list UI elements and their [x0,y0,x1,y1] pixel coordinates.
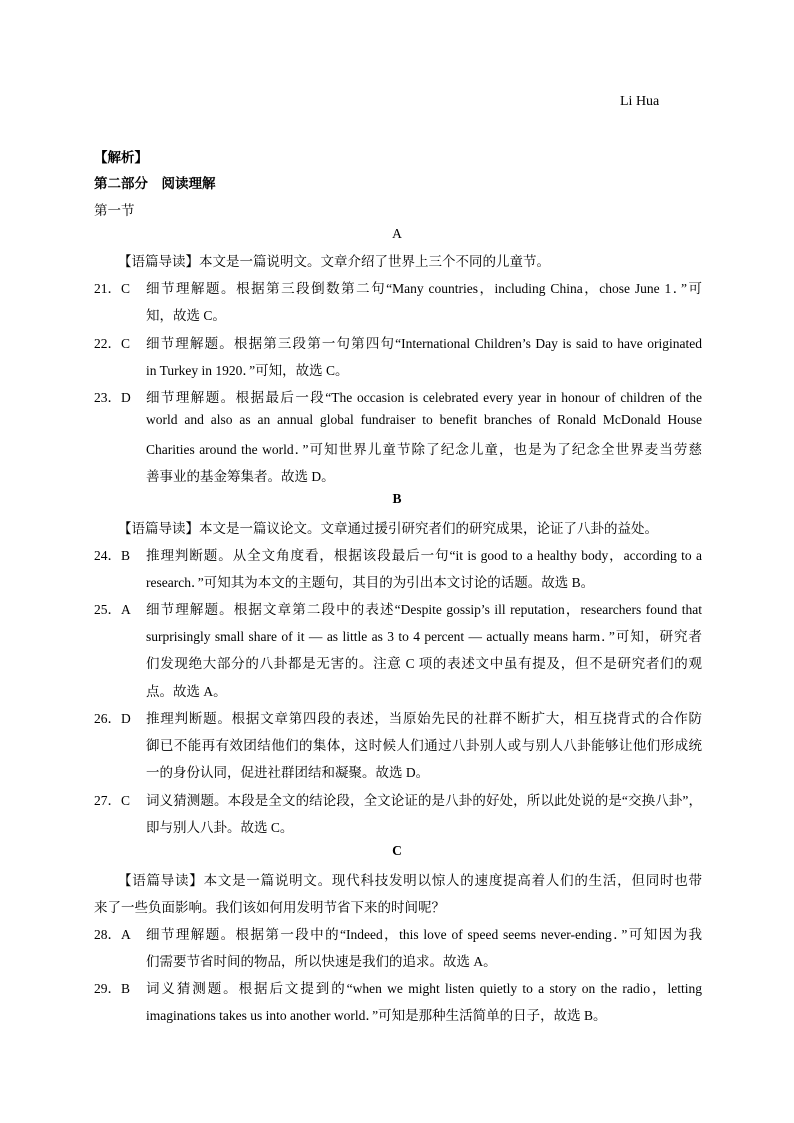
passage-label-b: B [392,491,402,506]
question-text-29-line-2: imaginations takes us into another world．”可知是那种生活简单的日子，故选 B。 [146,1008,607,1023]
question-number-29: 29．B [94,981,131,996]
question-number-25: 25．A [94,602,131,617]
passage-label-c: C [392,843,402,858]
question-number-23: 23．D [94,390,131,405]
part-heading: 第二部分 阅读理解 [94,176,216,191]
analysis-heading: 【解析】 [94,150,148,165]
question-number-28: 28．A [94,927,131,942]
question-number-26: 26．D [94,711,131,726]
question-text-26-line-3: 一的身份认同，促进社群团结和凝聚。故选 D。 [146,765,430,780]
question-text-27-line-2: 即与别人八卦。故选 C。 [146,820,294,835]
passage-guide-c-line-2: 来了一些负面影响。我们该如何用发明节省下来的时间呢？ [94,900,445,915]
section-heading: 第一节 [94,203,135,218]
question-text-27-line-1: 词义猜测题。本段是全文的结论段，全文论证的是八卦的好处，所以此处说的是“交换八卦”， [146,793,702,808]
question-number-21: 21．C [94,281,131,296]
question-text-26-line-2: 御已不能再有效团结他们的集体，这时候人们通过八卦别人或与别人八卦能够让他们形成统 [146,738,702,753]
passage-guide-c-line-1-text: 【语篇导读】本文是一篇说明文。现代科技发明以惊人的速度提高着人们的生活，但同时也带 [118,873,702,888]
question-text-23-line-2: world and also as an annual global fundraiser to benefit branches of Ronald McDonald House [146,412,702,427]
question-text-21-line-2: 知，故选 C。 [146,308,226,323]
signature: Li Hua [620,94,660,109]
question-text-29-line-1: 词义猜测题。根据后文提到的“when we might listen quietly to a story on the radio，letting [146,981,702,996]
question-text-28-line-2: 们需要节省时间的物品，所以快速是我们的追求。故选 A。 [146,954,497,969]
passage-label-a: A [392,226,402,241]
question-text-25-line-1: 细节理解题。根据文章第二段中的表述“Despite gossip’s ill reputation，researchers found that [146,602,702,617]
question-text-22-line-2: in Turkey in 1920．”可知，故选 C。 [146,363,349,378]
question-number-22: 22．C [94,336,131,351]
question-text-21-line-1: 细节理解题。根据第三段倒数第二句“Many countries，including China，chose June 1．”可 [146,281,702,296]
question-number-27: 27．C [94,793,131,808]
question-text-23-line-3: Charities around the world．”可知世界儿童节除了纪念儿童，也是为了纪念全世界麦当劳慈 [146,442,702,457]
question-text-28-line-1: 细节理解题。根据第一段中的“Indeed，this love of speed seems never-ending．”可知因为我 [146,927,702,942]
question-text-23-line-4: 善事业的基金筹集者。故选 D。 [146,469,335,484]
question-number-24: 24．B [94,548,131,563]
question-text-25-line-4: 点。故选 A。 [146,684,227,699]
passage-guide-b: 【语篇导读】本文是一篇议论文。文章通过援引研究者们的研究成果，论证了八卦的益处。 [118,521,658,536]
passage-guide-c-line-1 [118,869,702,889]
question-text-24-line-2: research．”可知其为本文的主题句，其目的为引出本文讨论的话题。故选 B。 [146,575,595,590]
question-text-25-line-3: 们发现绝大部分的八卦都是无害的。注意 C 项的表述文中虽有提及，但不是研究者们的观 [146,656,702,671]
question-text-23-line-1: 细节理解题。根据最后一段“The occasion is celebrated every year in honour of children of the [146,390,702,405]
question-text-26-line-1: 推理判断题。根据文章第四段的表述，当原始先民的社群不断扩大，相互挠背式的合作防 [146,711,702,726]
passage-guide-a: 【语篇导读】本文是一篇说明文。文章介绍了世界上三个不同的儿童节。 [118,254,550,269]
question-text-22-line-1: 细节理解题。根据第三段第一句第四句“International Children’s Day is said to have originated [146,336,702,351]
question-text-24-line-1: 推理判断题。从全文角度看，根据该段最后一句“it is good to a healthy body，according to a [146,548,702,563]
question-text-25-line-2: surprisingly small share of it — as little as 3 to 4 percent — actually means harm．”可知，研究者 [146,629,702,644]
